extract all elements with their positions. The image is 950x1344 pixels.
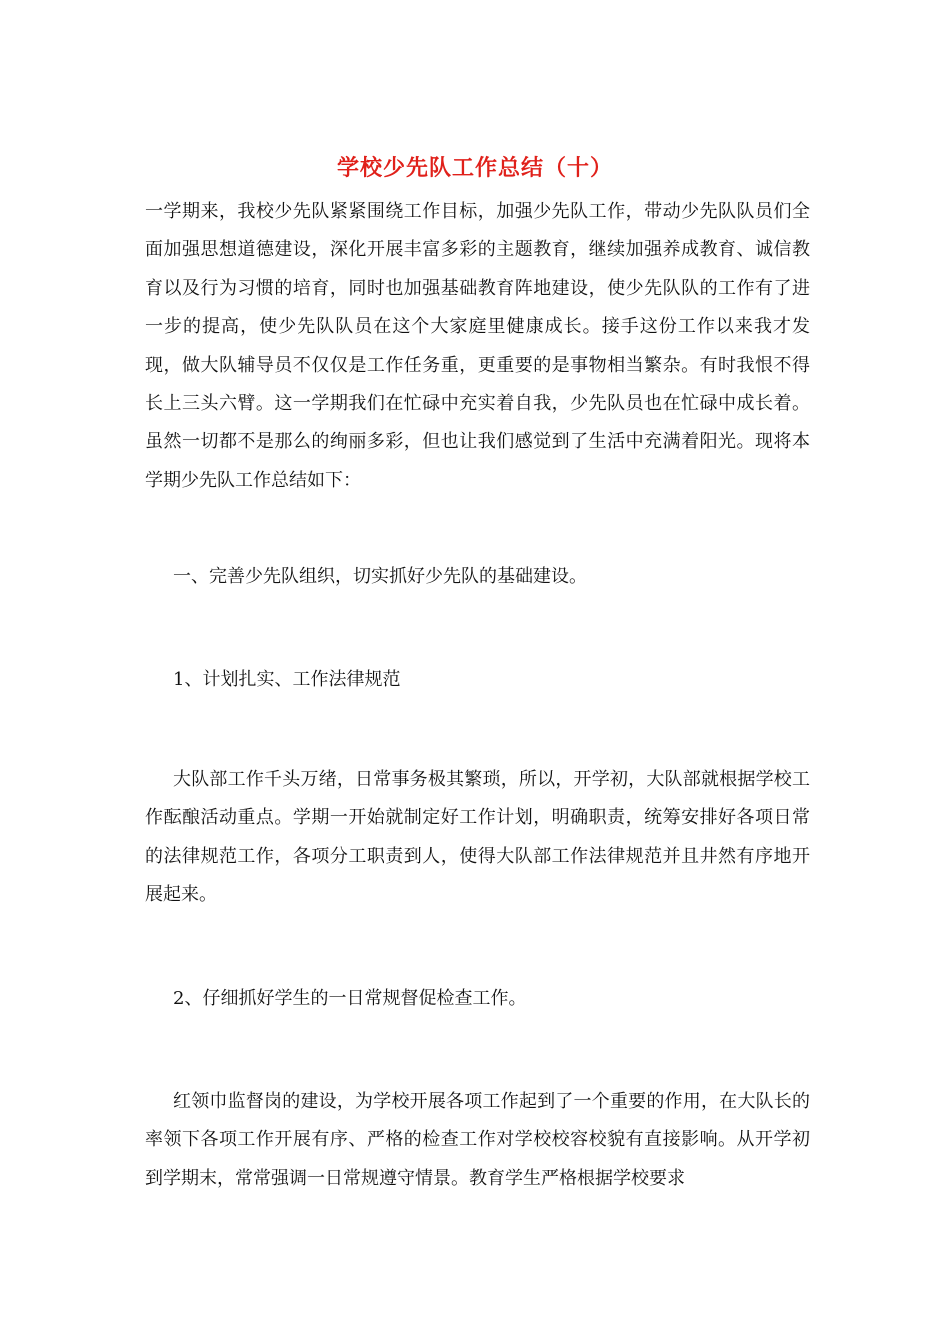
item-1-body: 大队部工作千头万绪，日常事务极其繁琐，所以，开学初，大队部就根据学校工作酝酿活动重点。学期一开始就制定好工作计划，明确职责，统筹安排好各项日常的法律规范工作，各项分工职责到人，使得大队部工作法律规范并且井然有序地开展起来。	[145, 769, 810, 906]
item-2-body: 红领巾监督岗的建设，为学校开展各项工作起到了一个重要的作用，在大队长的率领下各项工作开展有序、严格的检查工作对学校校容校貌有直接影响。从开学初到学期末，常常强调一日常规遵守情景。教育学生严格根据学校要求	[145, 1091, 810, 1189]
intro-paragraph: 一学期来，我校少先队紧紧围绕工作目标，加强少先队工作，带动少先队队员们全面加强思想道德建设，深化开展丰富多彩的主题教育，继续加强养成教育、诚信教育以及行为习惯的培育，同时也加强基础教育阵地建设，使少先队队的工作有了进一步的提高，使少先队队员在这个大家庭里健康成长。接手这份工作以来我才发现，做大队辅导员不仅仅是工作任务重，更重要的是事物相当繁杂。有时我恨不得长上三头六臂。这一学期我们在忙碌中充实着自我，少先队员也在忙碌中成长着。虽然一切都不是那么的绚丽多彩，但也让我们感觉到了生活中充满着阳光。现将本学期少先队工作总结如下：	[145, 201, 810, 491]
document-title: 学校少先队工作总结（十）	[336, 155, 613, 181]
item-2-heading: 2、仔细抓好学生的一日常规督促检查工作。	[173, 988, 527, 1009]
section-1-heading: 一、完善少先队组织，切实抓好少先队的基础建设。	[173, 566, 587, 587]
item-1-heading: 1、计划扎实、工作法律规范	[173, 669, 401, 690]
